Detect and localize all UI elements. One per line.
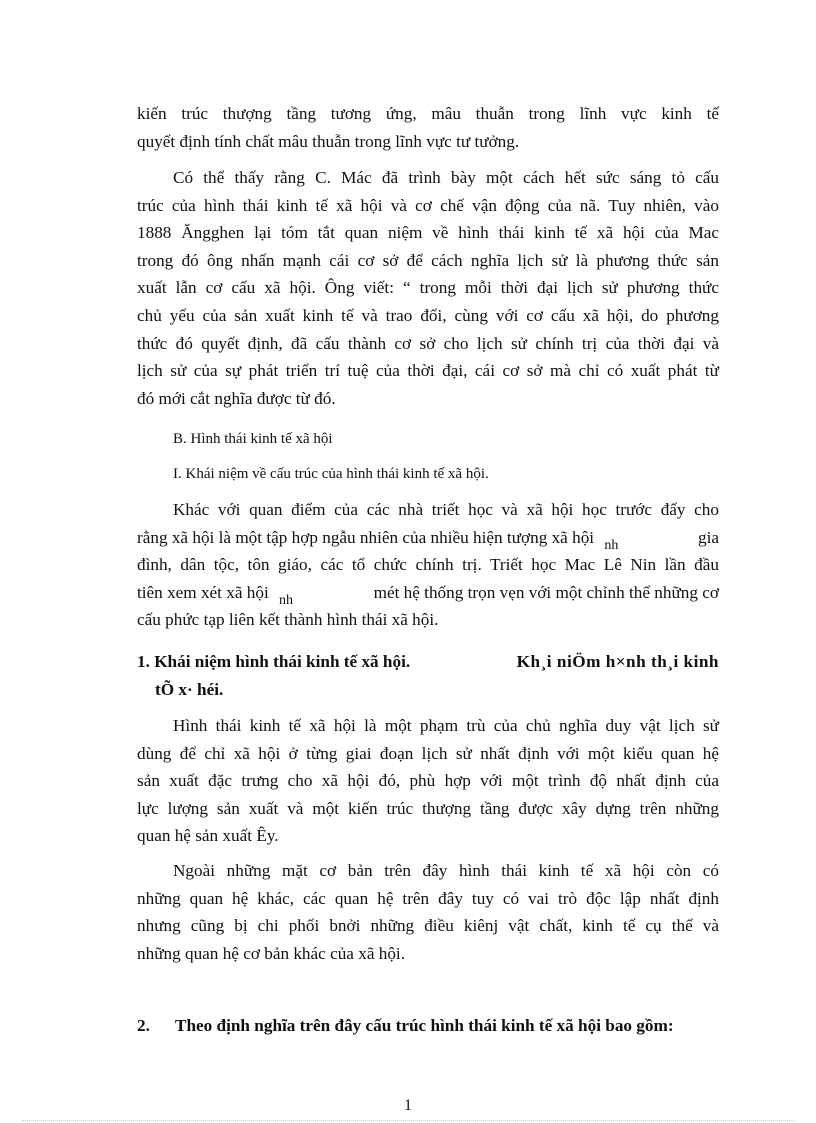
text-line bbox=[137, 579, 719, 607]
section-heading-i bbox=[137, 461, 719, 489]
text-line: Ngoài những mặt cơ bản trên đây hình thái kinh tế xã hội còn có bbox=[173, 861, 719, 880]
text-line: những quan hệ cơ bản khác của xã hội. bbox=[137, 943, 406, 963]
text-line: Khác với quan điểm của các nhà triết học và xã hội học trước đấy cho bbox=[173, 500, 719, 519]
text-line: sản xuất đặc trưng cho xã hội đó, phù hợp với một trình độ nhất định của bbox=[137, 771, 719, 791]
paragraph-3 bbox=[137, 496, 719, 634]
heading-1-continuation bbox=[155, 676, 455, 704]
text-line: cấu phức tạp liên kết thành hình thái xã hội. bbox=[137, 610, 439, 630]
heading-2 bbox=[137, 1012, 719, 1040]
text-line: đình, dân tộc, tôn giáo, các tổ chức chính trị. Triết học Mac Lê Nin lần đầu bbox=[137, 555, 719, 575]
heading-1 bbox=[137, 648, 719, 676]
heading-1-text: 1. Khái niệm hình thái kinh tế xã hội. bbox=[137, 652, 411, 671]
footer-divider bbox=[22, 1120, 794, 1121]
text-line bbox=[137, 524, 719, 552]
heading-text: B. Hình thái kinh tế xã hội bbox=[173, 431, 333, 447]
text-line: Hình thái kinh tế xã hội là một phạm trù của chủ nghĩa duy vật lịch sử bbox=[173, 716, 719, 735]
text-line: quyết định tính chất mâu thuẫn trong lĩnh vực tư tưởng. bbox=[137, 131, 520, 151]
text-line: chủ yếu của sản xuất kinh tế và trao đổi, cùng với cơ cấu xã hội, do phương bbox=[137, 305, 719, 325]
text-line: Có thể thấy rằng C. Mác đã trình bày một cách hết sức sáng tỏ cấu bbox=[173, 168, 719, 187]
text-line: quan hệ sản xuất Êy. bbox=[137, 826, 279, 846]
text-line: trúc của hình thái kinh tế xã hội và cơ chế vận động của nã. Tuy nhiên, vào bbox=[137, 195, 719, 215]
text-line: kiến trúc thượng tầng tương ứng, mâu thuẫn trong lĩnh vực kinh tế bbox=[137, 104, 719, 123]
paragraph-4 bbox=[137, 712, 719, 850]
text-segment: rằng xã hội là một tập hợp ngẫu nhiên của nhiều hiện tượng xã hội bbox=[137, 527, 595, 547]
heading-1-garbled-text: tÕ x· héi. bbox=[155, 680, 224, 699]
subscript-text: nh bbox=[279, 592, 294, 608]
text-line: 1888 Ăngghen lại tóm tắt quan niệm về hình thái kinh tế xã hội của Mac bbox=[137, 223, 719, 243]
text-line: những quan hệ khác, các quan hệ trên đây tuy có vai trò độc lập nhất định bbox=[137, 888, 719, 908]
heading-1-garbled-text: Kh¸i niÖm h×nh th¸i kinh bbox=[516, 652, 719, 671]
paragraph-1 bbox=[137, 100, 719, 155]
text-line: đó mới cắt nghĩa được từ đó. bbox=[137, 388, 336, 408]
section-heading-b bbox=[137, 426, 719, 454]
text-segment: gia bbox=[698, 527, 719, 547]
page-number: 1 bbox=[404, 1097, 412, 1114]
paragraph-2 bbox=[137, 164, 719, 412]
heading-2-text: Theo định nghĩa trên đây cấu trúc hình thái kinh tế xã hội bao gồm: bbox=[175, 1016, 674, 1035]
text-line: nhưng cũng bị chi phối bnởi những điều kiênj vật chất, kinh tế cụ thể và bbox=[137, 916, 719, 936]
heading-2-number: 2. bbox=[137, 1016, 150, 1035]
text-segment: mét hệ thống trọn vẹn với một chỉnh thể những cơ bbox=[373, 582, 719, 602]
subscript-text: nh bbox=[604, 537, 619, 553]
text-line: lịch sử của sự phát triển trí tuệ của thời đại, cái cơ sở mà chỉ có xuất phát từ bbox=[137, 361, 719, 381]
paragraph-5 bbox=[137, 857, 719, 967]
text-line: trong đó ông nhấn mạnh cái cơ sở để cách nghĩa lịch sử là phương thức sản bbox=[137, 250, 719, 270]
text-line: dùng để chỉ xã hội ở từng giai đoạn lịch sử nhất định với một kiểu quan hệ bbox=[137, 743, 719, 763]
heading-text: I. Khái niệm về cấu trúc của hình thái kinh tế xã hội. bbox=[173, 466, 489, 482]
text-segment: tiên xem xét xã hội bbox=[137, 582, 269, 602]
text-line: thức đó quyết định, đã cấu thành cơ sở cho lịch sử chính trị của thời đại và bbox=[137, 333, 719, 353]
text-line: lực lượng sản xuất và một kiến trúc thượng tầng được xây dựng trên những bbox=[137, 798, 719, 818]
text-line: xuất lẫn cơ cấu xã hội. Ông viết: “ trong mỗi thời đại lịch sử phương thức bbox=[137, 278, 719, 298]
